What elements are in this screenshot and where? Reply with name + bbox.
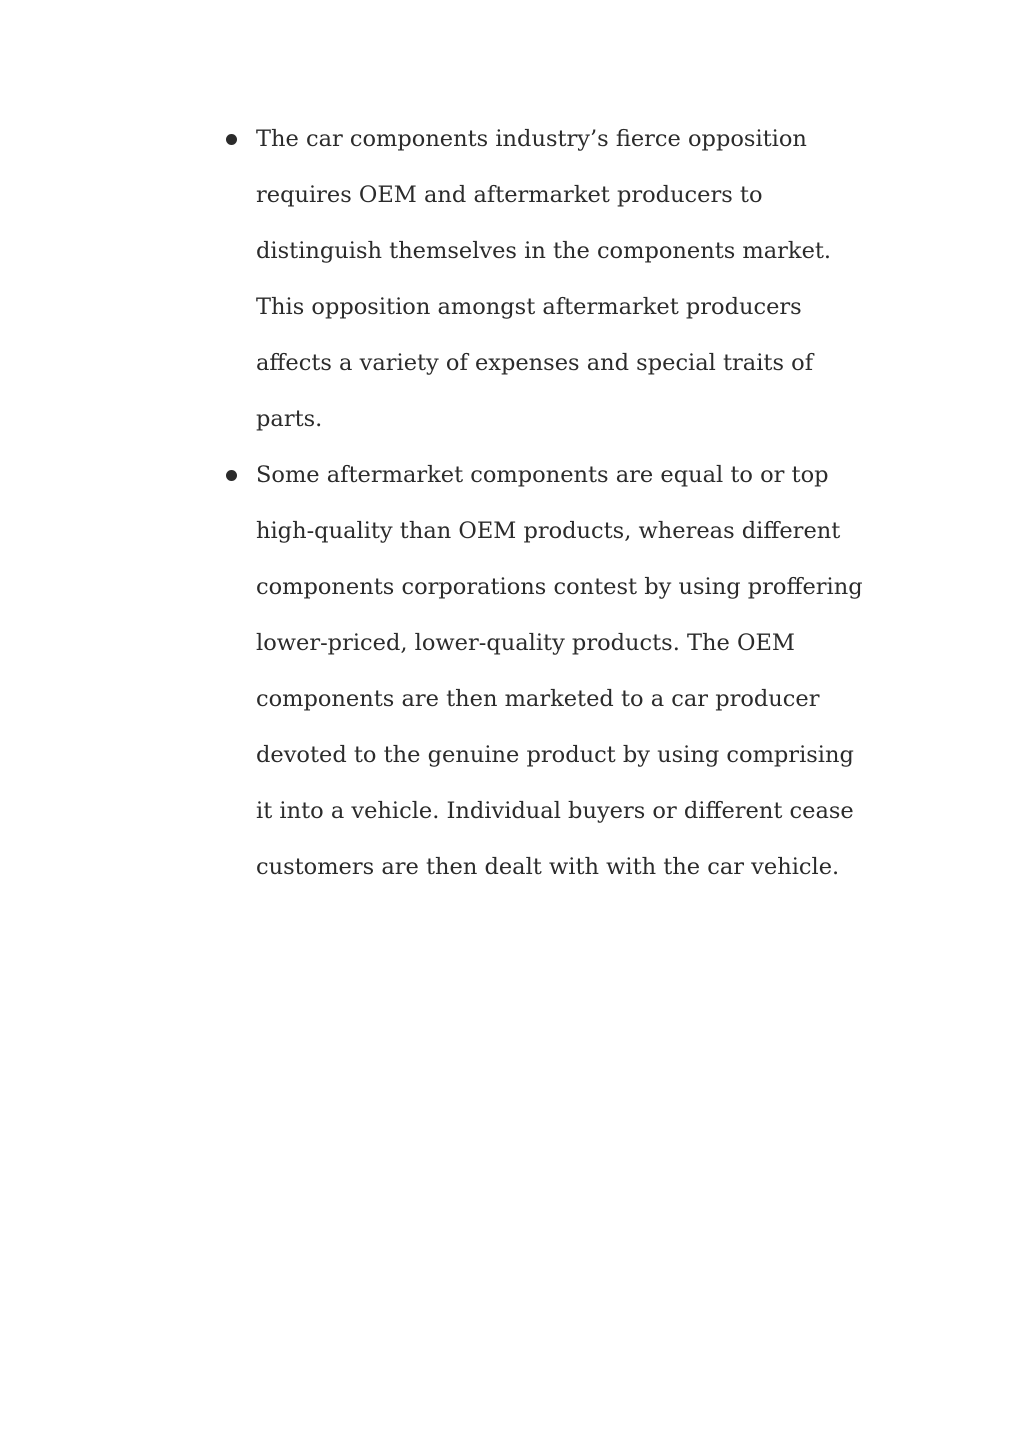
paragraph-line: This opposition amongst aftermarket producers: [256, 294, 802, 320]
paragraph-line: affects a variety of expenses and special traits of: [256, 350, 814, 376]
paragraph-line: customers are then dealt with with the car vehicle.: [256, 854, 840, 880]
bullet-item: [220, 111, 880, 447]
bullet-list: [220, 111, 880, 895]
bullet-dot-icon: [226, 470, 237, 481]
paragraph-line: The car components industry’s fierce opposition: [256, 126, 807, 152]
paragraph-line: lower-priced, lower-quality products. The OEM: [256, 630, 795, 656]
paragraph-line: parts.: [256, 406, 323, 432]
paragraph-line: it into a vehicle. Individual buyers or different cease: [256, 798, 854, 824]
bullet-item: [220, 447, 880, 895]
paragraph-line: distinguish themselves in the components market.: [256, 238, 832, 264]
paragraph-line: components are then marketed to a car producer: [256, 686, 820, 712]
paragraph-line: components corporations contest by using proffering: [256, 574, 863, 600]
paragraph-line: devoted to the genuine product by using comprising: [256, 742, 854, 768]
paragraph-line: Some aftermarket components are equal to or top: [256, 462, 829, 488]
paragraph-line: requires OEM and aftermarket producers to: [256, 182, 763, 208]
paragraph-line: high-quality than OEM products, whereas different: [256, 518, 841, 544]
bullet-dot-icon: [226, 134, 237, 145]
